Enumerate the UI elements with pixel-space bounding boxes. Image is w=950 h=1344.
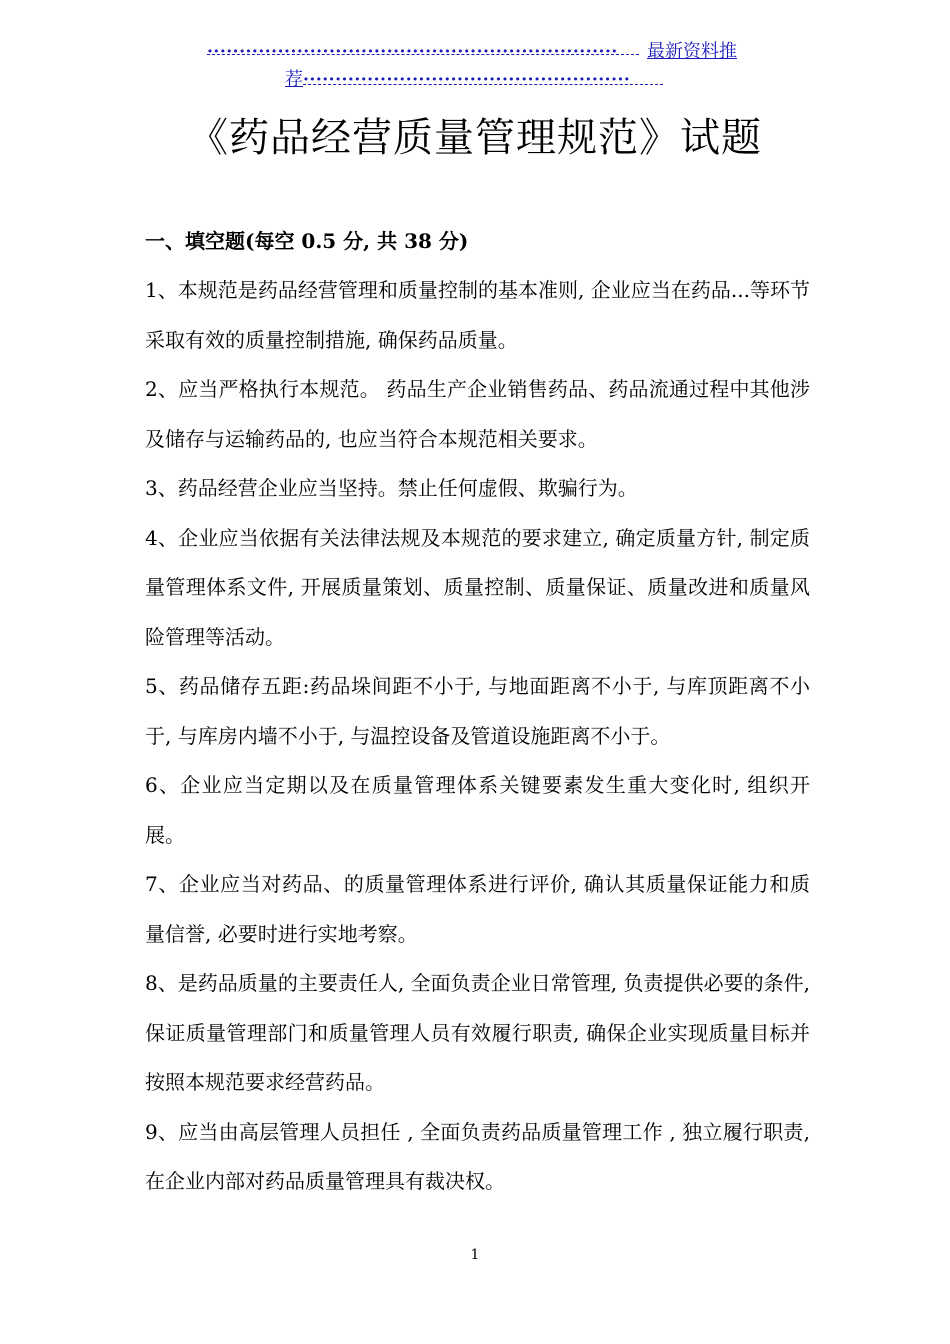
header-dash-rule-2 [303, 84, 663, 85]
section-heading: 一、填空题(每空 0.5 分, 共 38 分) [145, 229, 469, 253]
question-2: 2、应当严格执行本规范。 药品生产企业销售药品、药品流通过程中其他涉及储存与运输药品的, 也应当符合本规范相关要求。 [145, 377, 810, 451]
header-line-1 [207, 40, 747, 68]
question-6: 6、企业应当定期以及在质量管理体系关键要素发生重大变化时, 组织开展。 [145, 773, 810, 847]
page-number: 1 [470, 1247, 480, 1263]
page-header [207, 40, 747, 94]
question-4: 4、企业应当依据有关法律法规及本规范的要求建立, 确定质量方针, 制定质量管理体系文件, 开展质量策划、质量控制、质量保证、质量改进和质量风险管理等活动。 [145, 525, 810, 649]
header-dash-rule [207, 54, 639, 55]
question-1: 1、本规范是药品经营管理和质量控制的基本准则, 企业应当在药品...等环节采取有效的质量控制措施, 确保药品质量。 [145, 278, 810, 352]
header-recommend-link[interactable]: 最新资料推 [647, 41, 737, 62]
question-7: 7、企业应当对药品、的质量管理体系进行评价, 确认其质量保证能力和质量信誉, 必要时进行实地考察。 [145, 872, 810, 946]
question-3: 3、药品经营企业应当坚持。禁止任何虚假、欺骗行为。 [145, 476, 638, 500]
header-dot-leader-2: ··················································· [303, 70, 631, 90]
title-text: 《药品经营质量管理规范》试题 [188, 115, 762, 161]
question-9: 9、应当由高层管理人员担任 , 全面负责药品质量管理工作 , 独立履行职责, 在企业内部对药品质量管理具有裁决权。 [145, 1119, 810, 1193]
document-body [145, 216, 810, 1207]
document-title [0, 108, 950, 168]
question-5: 5、药品储存五距:药品垛间距不小于, 与地面距离不小于, 与库顶距离不小于, 与库房内墙不小于, 与温控设备及管道设施距离不小于。 [145, 674, 810, 748]
header-dot-leader: ································································ [207, 42, 618, 62]
header-recommend-link-cont[interactable]: 荐 [285, 69, 303, 90]
question-8: 8、是药品质量的主要责任人, 全面负责企业日常管理, 负责提供必要的条件, 保证质量管理部门和质量管理人员有效履行职责, 确保企业实现质量目标并按照本规范要求经营药品。 [145, 971, 810, 1094]
header-line-2 [207, 68, 747, 94]
